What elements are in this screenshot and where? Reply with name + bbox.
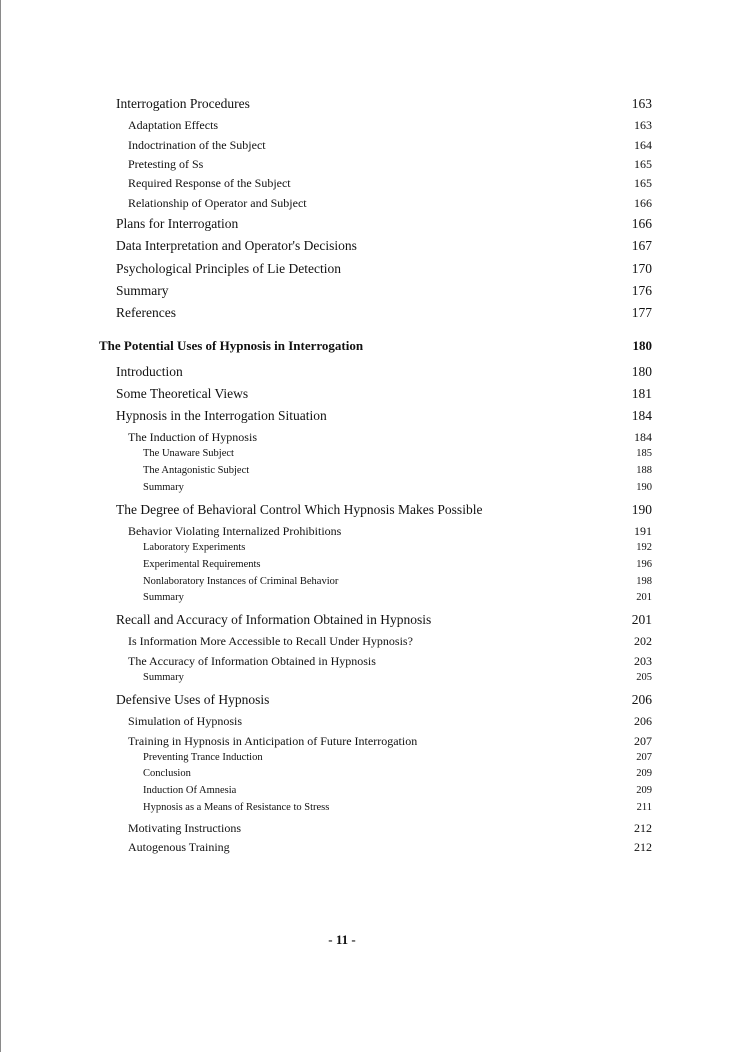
toc-entry-title: Defensive Uses of Hypnosis (116, 692, 270, 707)
toc-entry-page: 192 (636, 542, 652, 553)
toc-entry-page: 188 (636, 465, 652, 476)
toc-entry-title: Induction Of Amnesia (143, 785, 237, 796)
toc-entry-title: Adaptation Effects (128, 118, 219, 132)
toc-entry-page: 203 (634, 654, 652, 668)
toc-entry-title: References (116, 305, 176, 320)
toc-entry-page: 181 (631, 386, 652, 401)
toc-entry-title: Hypnosis as a Means of Resistance to Stress (143, 802, 330, 813)
toc-entry-title: Psychological Principles of Lie Detection (116, 261, 341, 276)
toc-entry-title: Required Response of the Subject (128, 176, 291, 190)
toc-entry-page: 164 (634, 138, 652, 152)
toc-entry-page: 212 (634, 821, 652, 835)
toc-entry-page: 212 (634, 840, 652, 854)
toc-entry-page: 211 (636, 802, 652, 813)
toc-entry-title: The Antagonistic Subject (143, 465, 250, 476)
toc-entry-title: Behavior Violating Internalized Prohibitions (128, 524, 342, 538)
toc-entry-title: Autogenous Training (128, 840, 230, 854)
toc-entry-page: 206 (631, 692, 652, 707)
toc-entry-page: 207 (636, 752, 652, 763)
toc-entry-title: Laboratory Experiments (143, 542, 246, 553)
toc-entry-title: Some Theoretical Views (116, 386, 249, 401)
toc-entry-page: 205 (636, 672, 652, 683)
toc-entry-title: Conclusion (143, 768, 191, 779)
toc-entry-page: 209 (636, 768, 652, 779)
toc-entry-title: The Induction of Hypnosis (128, 430, 257, 444)
toc-entry-title: Training in Hypnosis in Anticipation of Future Interrogation (128, 734, 418, 748)
toc-entry-title: Simulation of Hypnosis (128, 714, 243, 728)
toc-entry-title: Hypnosis in the Interrogation Situation (116, 408, 327, 423)
toc-entry-page: 209 (636, 785, 652, 796)
toc-entry-title: Relationship of Operator and Subject (128, 196, 307, 210)
toc-entry-page: 198 (636, 576, 652, 587)
toc-entry-page: 166 (631, 216, 652, 231)
toc-entry-page: 190 (636, 482, 652, 493)
toc-entry-title: Motivating Instructions (128, 821, 241, 835)
toc-entry-page: 165 (634, 176, 652, 190)
toc-entry-title: Experimental Requirements (143, 559, 261, 570)
toc-entry-title: The Unaware Subject (143, 448, 234, 459)
toc-entry-title: Introduction (116, 364, 183, 379)
toc-entry-title: Summary (143, 482, 184, 493)
toc-entry-page: 177 (631, 305, 652, 320)
toc-entry-page: 190 (631, 502, 652, 517)
toc-entry-page: 202 (634, 634, 652, 648)
page-number: - 11 - (328, 932, 356, 947)
toc-entry-page: 185 (636, 448, 652, 459)
toc-entry-title: Pretesting of Ss (128, 157, 204, 171)
toc-entry-title: The Accuracy of Information Obtained in Hypnosis (128, 654, 376, 668)
toc-entry-title: Recall and Accuracy of Information Obtained in Hypnosis (116, 612, 432, 627)
toc-entry-page: 201 (636, 592, 652, 603)
toc-entry-title: Interrogation Procedures (116, 96, 250, 111)
toc-entry-page: 184 (631, 408, 652, 423)
toc-entry-page: 163 (631, 96, 652, 111)
toc-entry-page: 180 (632, 338, 652, 353)
toc-entry-page: 163 (634, 118, 652, 132)
toc-entry-page: 184 (634, 430, 652, 444)
toc-entry-page: 191 (634, 524, 652, 538)
toc-entry-title: Data Interpretation and Operator's Decisions (116, 238, 357, 253)
toc-entry-title: The Potential Uses of Hypnosis in Interrogation (99, 338, 364, 353)
toc-entry-title: Preventing Trance Induction (143, 752, 263, 763)
toc-entry-title: Summary (116, 283, 169, 298)
toc-entry-page: 206 (634, 714, 652, 728)
toc-entry-page: 196 (636, 559, 652, 570)
toc-entry-title: Summary (143, 592, 184, 603)
toc-entry-page: 167 (631, 238, 652, 253)
toc-entry-title: Nonlaboratory Instances of Criminal Behavior (143, 576, 339, 587)
toc-entry-page: 165 (634, 157, 652, 171)
toc-entry-title: Summary (143, 672, 184, 683)
toc-entry-page: 166 (634, 196, 652, 210)
toc-entry-page: 207 (634, 734, 652, 748)
toc-entry-page: 180 (631, 364, 652, 379)
toc-entry-title: Is Information More Accessible to Recall Under Hypnosis? (128, 634, 413, 648)
toc-entry-page: 201 (631, 612, 652, 627)
toc-entry-title: Plans for Interrogation (116, 216, 239, 231)
toc-entry-title: The Degree of Behavioral Control Which Hypnosis Makes Possible (116, 502, 483, 517)
toc-entry-page: 170 (631, 261, 652, 276)
toc-entry-page: 176 (631, 283, 652, 298)
toc-entry-title: Indoctrination of the Subject (128, 138, 266, 152)
